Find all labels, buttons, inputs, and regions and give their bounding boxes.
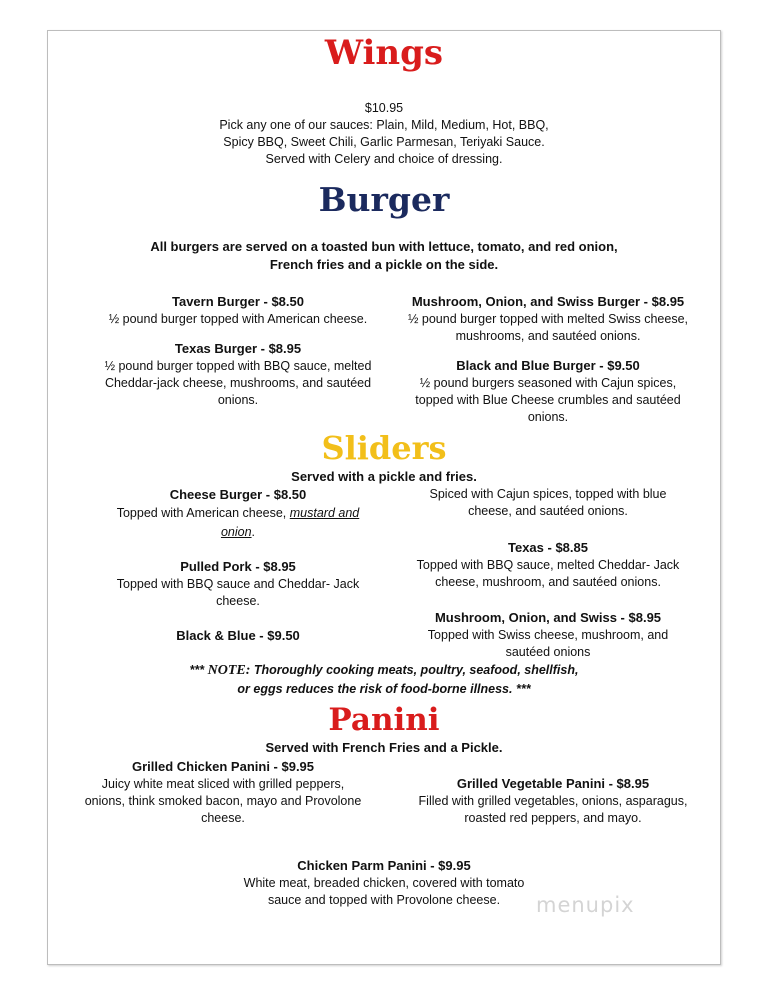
item-desc: topped with Blue Cheese crumbles and sautéed — [415, 393, 681, 407]
item-desc: Topped with Swiss cheese, mushroom, and — [427, 628, 669, 642]
note-line — [48, 680, 720, 698]
item-desc: onions, think smoked bacon, mayo and Provolone — [84, 794, 362, 808]
menu-item — [403, 775, 703, 827]
item-desc: cheese. — [216, 594, 260, 608]
item-desc: ½ pound burger topped with American cheese. — [108, 312, 368, 326]
item-desc-text: Topped with American cheese, — [116, 506, 290, 520]
item-desc: Juicy white meat sliced with grilled peppers, — [101, 777, 345, 791]
item-desc: cheese. — [201, 811, 245, 825]
item-name: Black and Blue Burger - $9.50 — [456, 358, 640, 373]
note-text: or eggs reduces the risk of food-borne illness. — [237, 682, 513, 696]
wings-price: $10.95 — [364, 101, 404, 115]
note-text: Thoroughly cooking meats, poultry, seafood, shellfish, — [253, 663, 579, 677]
menu-item — [78, 340, 398, 409]
menu-item — [78, 486, 398, 542]
menu-item — [393, 609, 703, 661]
burger-title: Burger — [318, 180, 450, 219]
item-name: Texas - $8.85 — [508, 540, 588, 555]
item-name: Mushroom, Onion, and Swiss - $8.95 — [434, 610, 662, 625]
item-desc: Spiced with Cajun spices, topped with blue — [429, 487, 667, 501]
menu-item — [234, 857, 534, 909]
item-desc: White meat, breaded chicken, covered with tomato — [243, 876, 525, 890]
item-name: Cheese Burger - $8.50 — [169, 487, 307, 502]
panini-title: Panini — [328, 702, 440, 738]
sliders-title: Sliders — [321, 429, 447, 467]
item-name: Pulled Pork - $8.95 — [180, 559, 296, 574]
item-desc: mushrooms, and sautéed onions. — [455, 329, 641, 343]
wings-line: Spicy BBQ, Sweet Chili, Garlic Parmesan, Teriyaki Sauce. — [223, 135, 545, 149]
note-stars: *** — [515, 682, 531, 696]
item-desc: onions. — [527, 410, 569, 424]
menupix-watermark: menupix — [536, 893, 635, 917]
menu-item — [78, 293, 398, 328]
item-name: Black & Blue - $9.50 — [176, 628, 300, 643]
item-desc: cheese, and sautéed onions. — [468, 504, 628, 518]
menu-item — [78, 627, 398, 645]
item-name: Tavern Burger - $8.50 — [172, 294, 304, 309]
item-name: Mushroom, Onion, and Swiss Burger - $8.95 — [411, 294, 685, 309]
menu-item — [393, 539, 703, 591]
item-desc: cheese, mushroom, and sautéed onions. — [435, 575, 661, 589]
item-name: Chicken Parm Panini - $9.95 — [297, 858, 471, 873]
note-label: NOTE: — [207, 663, 251, 678]
sliders-intro: Served with a pickle and fries. — [291, 469, 477, 484]
item-desc: roasted red peppers, and mayo. — [464, 811, 642, 825]
item-desc: sautéed onions — [505, 645, 591, 659]
food-safety-note — [48, 661, 720, 698]
note-stars: *** — [189, 663, 205, 677]
item-desc: sauce and topped with Provolone cheese. — [267, 893, 501, 907]
menu-page — [47, 30, 721, 965]
item-desc: ½ pound burger topped with BBQ sauce, melted — [104, 359, 372, 373]
mustard-onion-text: mustard and — [289, 506, 360, 520]
mustard-onion-text: onion — [220, 525, 252, 539]
burger-intro-line: All burgers are served on a toasted bun with lettuce, tomato, and red onion, — [150, 239, 618, 254]
wings-title: Wings — [324, 33, 444, 73]
panini-intro: Served with French Fries and a Pickle. — [265, 740, 503, 755]
wings-line: Served with Celery and choice of dressing. — [265, 152, 503, 166]
menu-item — [393, 293, 703, 345]
burger-intro-line: French fries and a pickle on the side. — [269, 257, 499, 272]
menu-item-desc — [393, 486, 703, 520]
note-line — [48, 661, 720, 680]
wings-line: Pick any one of our sauces: Plain, Mild, Medium, Hot, BBQ, — [219, 118, 549, 132]
item-desc: ½ pound burger topped with melted Swiss cheese, — [407, 312, 689, 326]
wings-description — [48, 100, 720, 168]
item-desc: ½ pound burgers seasoned with Cajun spices, — [419, 376, 677, 390]
burger-intro — [48, 238, 720, 274]
item-desc — [78, 504, 398, 523]
item-desc-text: . — [251, 525, 256, 539]
item-desc — [78, 523, 398, 542]
menu-item — [78, 558, 398, 610]
item-desc: Cheddar-jack cheese, mushrooms, and sautéed — [104, 376, 372, 390]
item-desc: Filled with grilled vegetables, onions, asparagus, — [418, 794, 688, 808]
menu-item — [393, 357, 703, 426]
item-desc: Topped with BBQ sauce, melted Cheddar- Jack — [416, 558, 680, 572]
item-name: Grilled Chicken Panini - $9.95 — [131, 759, 315, 774]
item-desc: Topped with BBQ sauce and Cheddar- Jack — [116, 577, 360, 591]
menu-item — [63, 758, 383, 827]
item-desc: onions. — [217, 393, 259, 407]
item-name: Texas Burger - $8.95 — [174, 341, 302, 356]
item-name: Grilled Vegetable Panini - $8.95 — [456, 776, 650, 791]
